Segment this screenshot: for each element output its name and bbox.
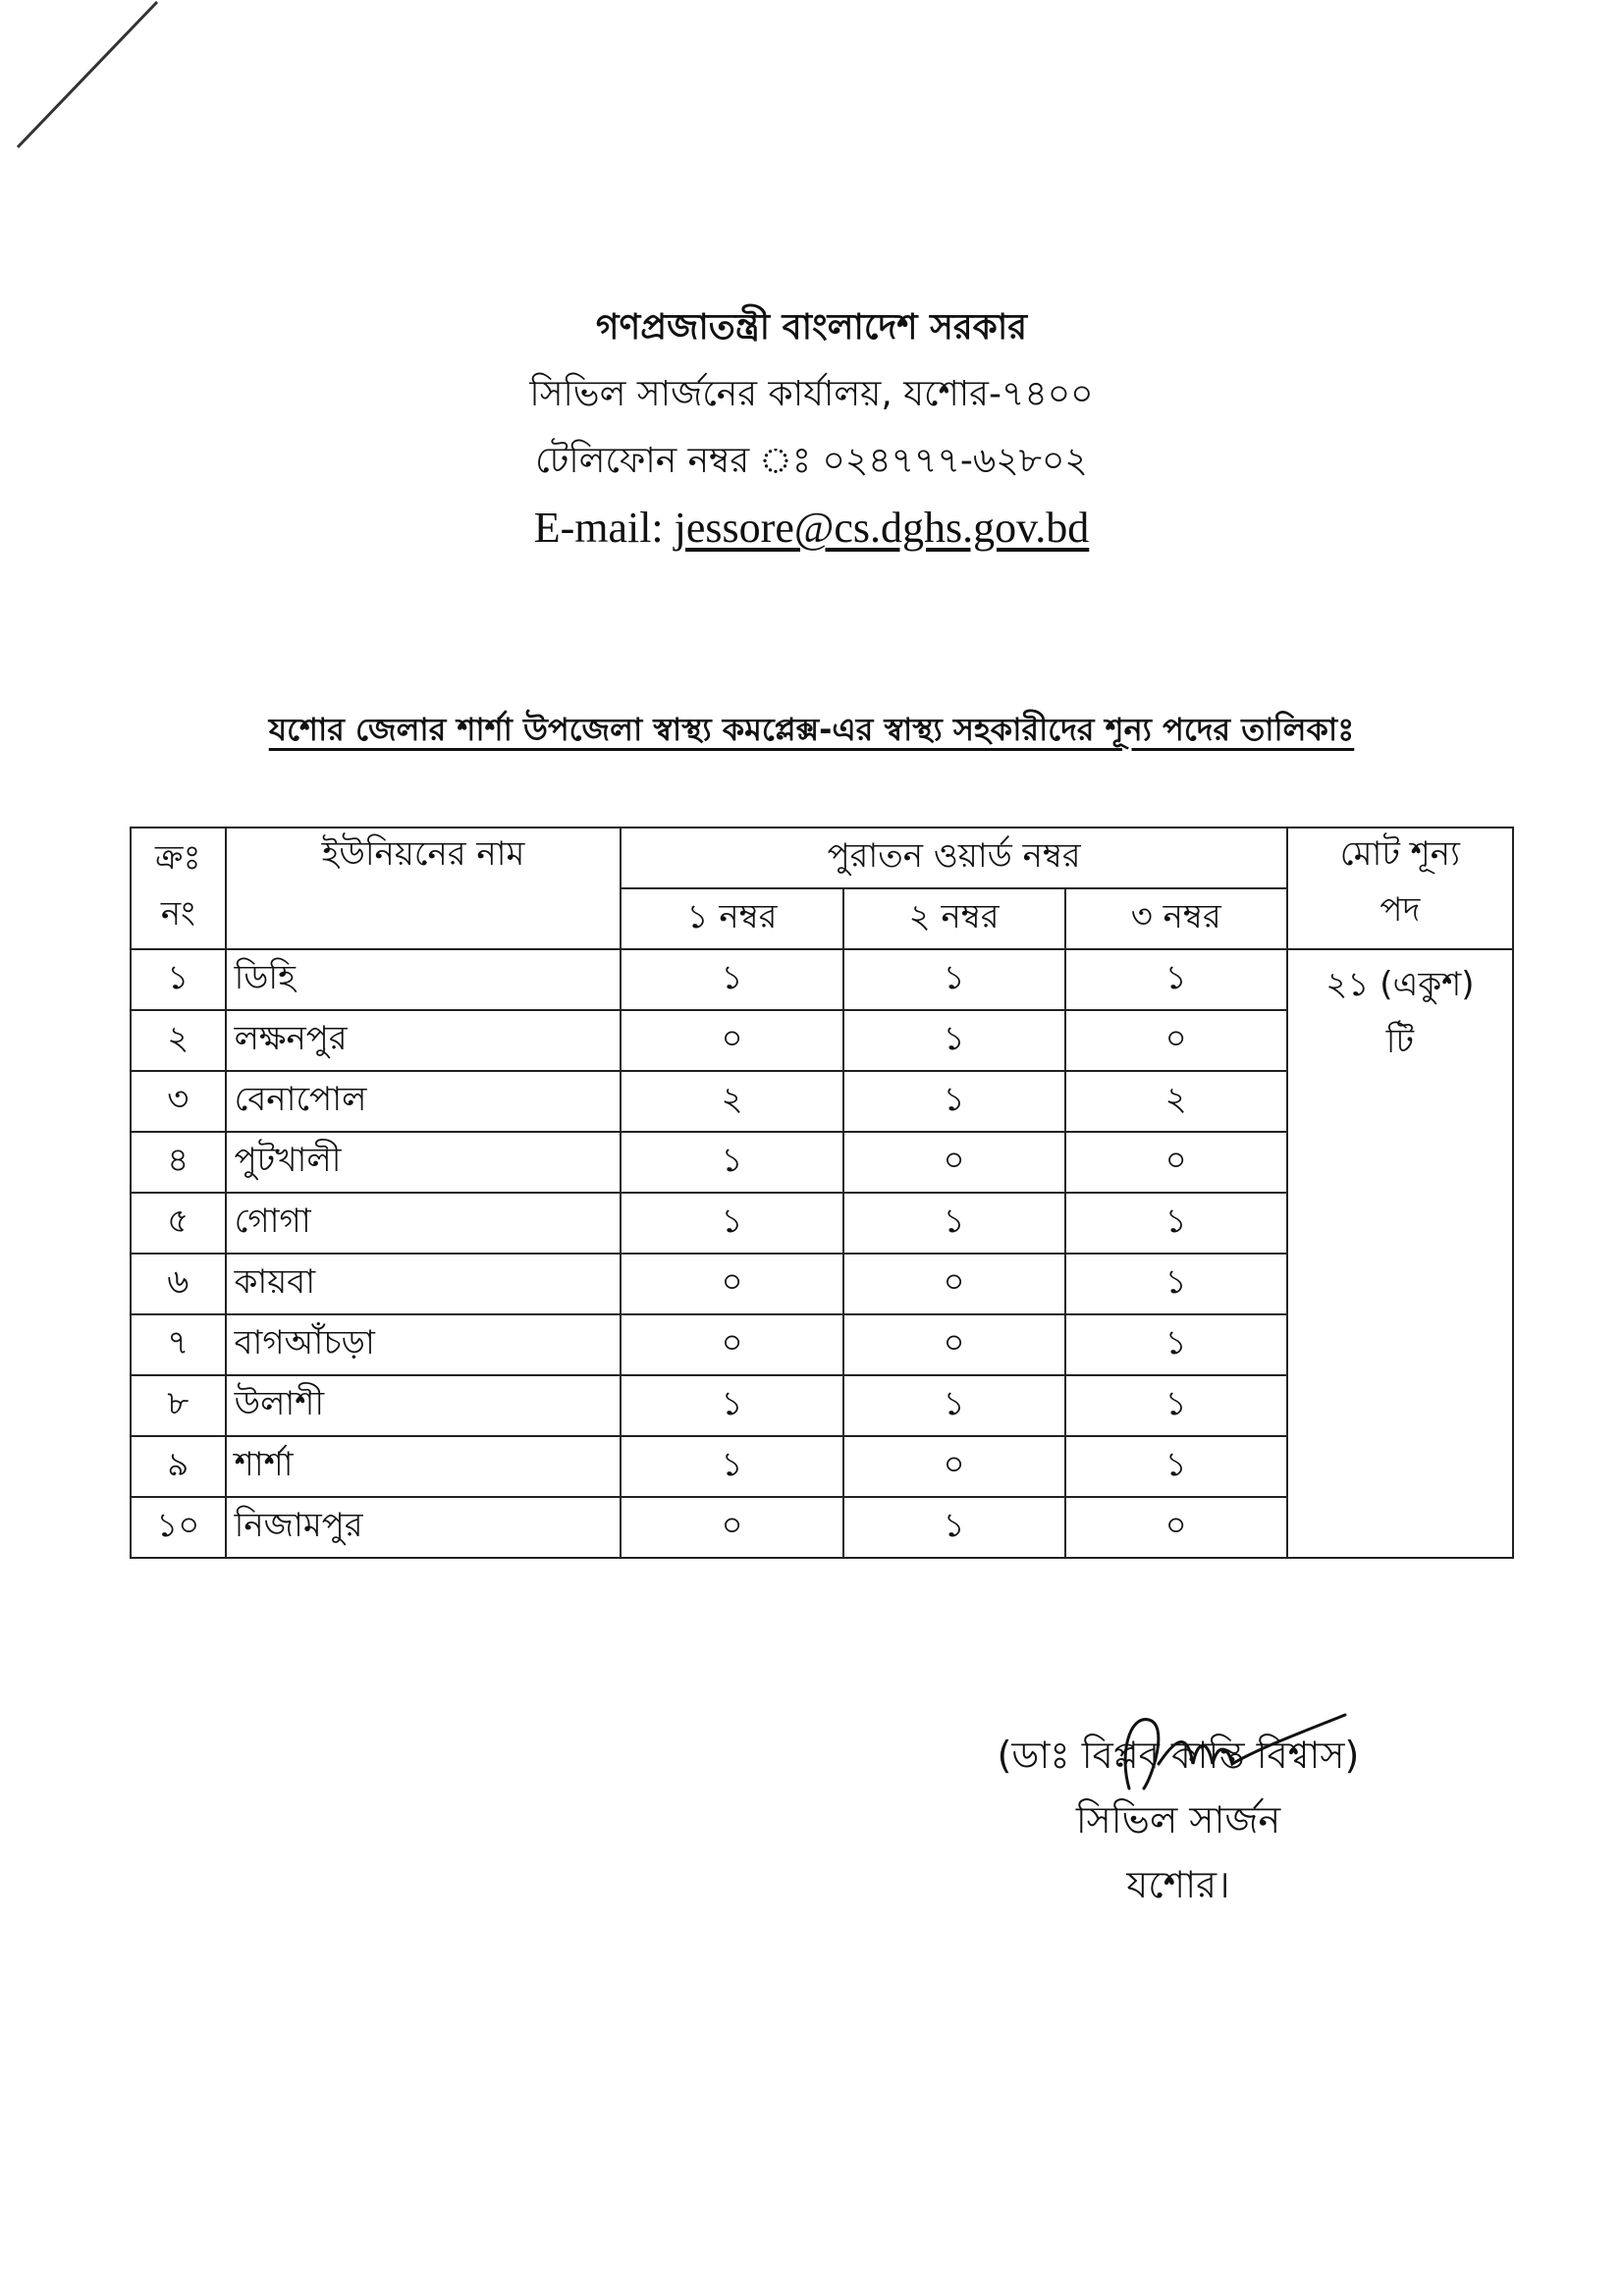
ward1-cell: ১ [621,1132,842,1193]
office-name: সিভিল সার্জনের কার্যালয়, যশোর-৭৪০০ [529,374,1094,414]
ward1-cell: ০ [621,1314,842,1375]
ward1-cell: ১ [621,1375,842,1436]
organization-name: গণপ্রজাতন্ত্রী বাংলাদেশ সরকার [595,307,1028,347]
ward3-cell: ১ [1065,1254,1287,1314]
header-old-ward: পুরাতন ওয়ার্ড নম্বর [621,828,1286,888]
table-header-row [131,828,1513,888]
serial-cell: ৮ [131,1375,226,1436]
signatory-place: যশোর। [1126,1863,1230,1906]
email-line [0,495,1623,561]
ward3-cell: ০ [1065,1497,1287,1558]
letterhead [0,294,1623,561]
ward1-cell: ১ [621,949,842,1010]
header-total-line2: পদ [1380,890,1421,930]
vacancy-table [130,827,1514,1559]
ward3-cell: ১ [1065,1314,1287,1375]
ward1-cell: ০ [621,1497,842,1558]
signature-block [923,1723,1434,1917]
header-serial-line1: ক্রঃ [155,838,201,878]
header-ward-3: ৩ নম্বর [1065,888,1287,949]
header-total [1287,828,1513,949]
union-cell: ডিহি [226,949,622,1010]
ward1-cell: ১ [621,1193,842,1254]
signatory-name: (ডাঃ বিপ্লব কান্তি বিশ্বাস) [997,1734,1360,1777]
union-cell: শার্শা [226,1436,622,1497]
email-address: jessore@cs.dghs.gov.bd [674,504,1090,552]
ward1-cell: ০ [621,1254,842,1314]
scan-edge-line [0,0,167,167]
total-vacancy-cell [1287,949,1513,1558]
serial-cell: ১ [131,949,226,1010]
telephone-line: টেলিফোন নম্বর ঃ ০২৪৭৭৭-৬২৮০২ [535,441,1088,481]
union-cell: কায়বা [226,1254,622,1314]
ward2-cell: ০ [843,1254,1065,1314]
union-cell: বাগআঁচড়া [226,1314,622,1375]
ward1-cell: ০ [621,1010,842,1071]
union-cell: উলাশী [226,1375,622,1436]
union-cell: পুটখালী [226,1132,622,1193]
ward3-cell: ১ [1065,949,1287,1010]
ward3-cell: ২ [1065,1071,1287,1132]
ward2-cell: ১ [843,1010,1065,1071]
email-label: E-mail: [533,504,664,552]
union-cell: নিজামপুর [226,1497,622,1558]
header-serial [131,828,226,949]
ward1-cell: ২ [621,1071,842,1132]
serial-cell: ১০ [131,1497,226,1558]
header-serial-line2: নং [160,894,195,934]
serial-cell: ৭ [131,1314,226,1375]
serial-cell: ৬ [131,1254,226,1314]
header-ward-2: ২ নম্বর [843,888,1065,949]
ward3-cell: ০ [1065,1132,1287,1193]
ward2-cell: ০ [843,1314,1065,1375]
total-vacancy-unit: টি [1385,1022,1414,1061]
header-total-line1: মোট শূন্য [1339,834,1460,874]
header-ward-1: ১ নম্বর [621,888,842,949]
serial-cell: ৯ [131,1436,226,1497]
serial-cell: ৩ [131,1071,226,1132]
union-cell: লক্ষনপুর [226,1010,622,1071]
ward2-cell: ১ [843,1375,1065,1436]
ward2-cell: ০ [843,1436,1065,1497]
serial-cell: ৫ [131,1193,226,1254]
serial-cell: ৪ [131,1132,226,1193]
union-cell: গোগা [226,1193,622,1254]
ward2-cell: ০ [843,1132,1065,1193]
ward3-cell: ১ [1065,1375,1287,1436]
table-row [131,949,1513,1010]
ward2-cell: ১ [843,1193,1065,1254]
union-cell: বেনাপোল [226,1071,622,1132]
serial-cell: ২ [131,1010,226,1071]
ward1-cell: ১ [621,1436,842,1497]
document-subject: যশোর জেলার শার্শা উপজেলা স্বাস্থ্য কমপ্লেক্স-এর স্বাস্থ্য সহকারীদের শূন্য পদের তালিকাঃ [268,711,1355,748]
total-vacancy-count: ২১ (একুশ) [1325,965,1475,1004]
ward3-cell: ১ [1065,1436,1287,1497]
ward2-cell: ১ [843,1071,1065,1132]
ward3-cell: ০ [1065,1010,1287,1071]
ward3-cell: ১ [1065,1193,1287,1254]
signatory-designation: সিভিল সার্জন [1075,1798,1281,1842]
ward2-cell: ১ [843,949,1065,1010]
header-union-name: ইউনিয়নের নাম [226,828,622,949]
ward2-cell: ১ [843,1497,1065,1558]
